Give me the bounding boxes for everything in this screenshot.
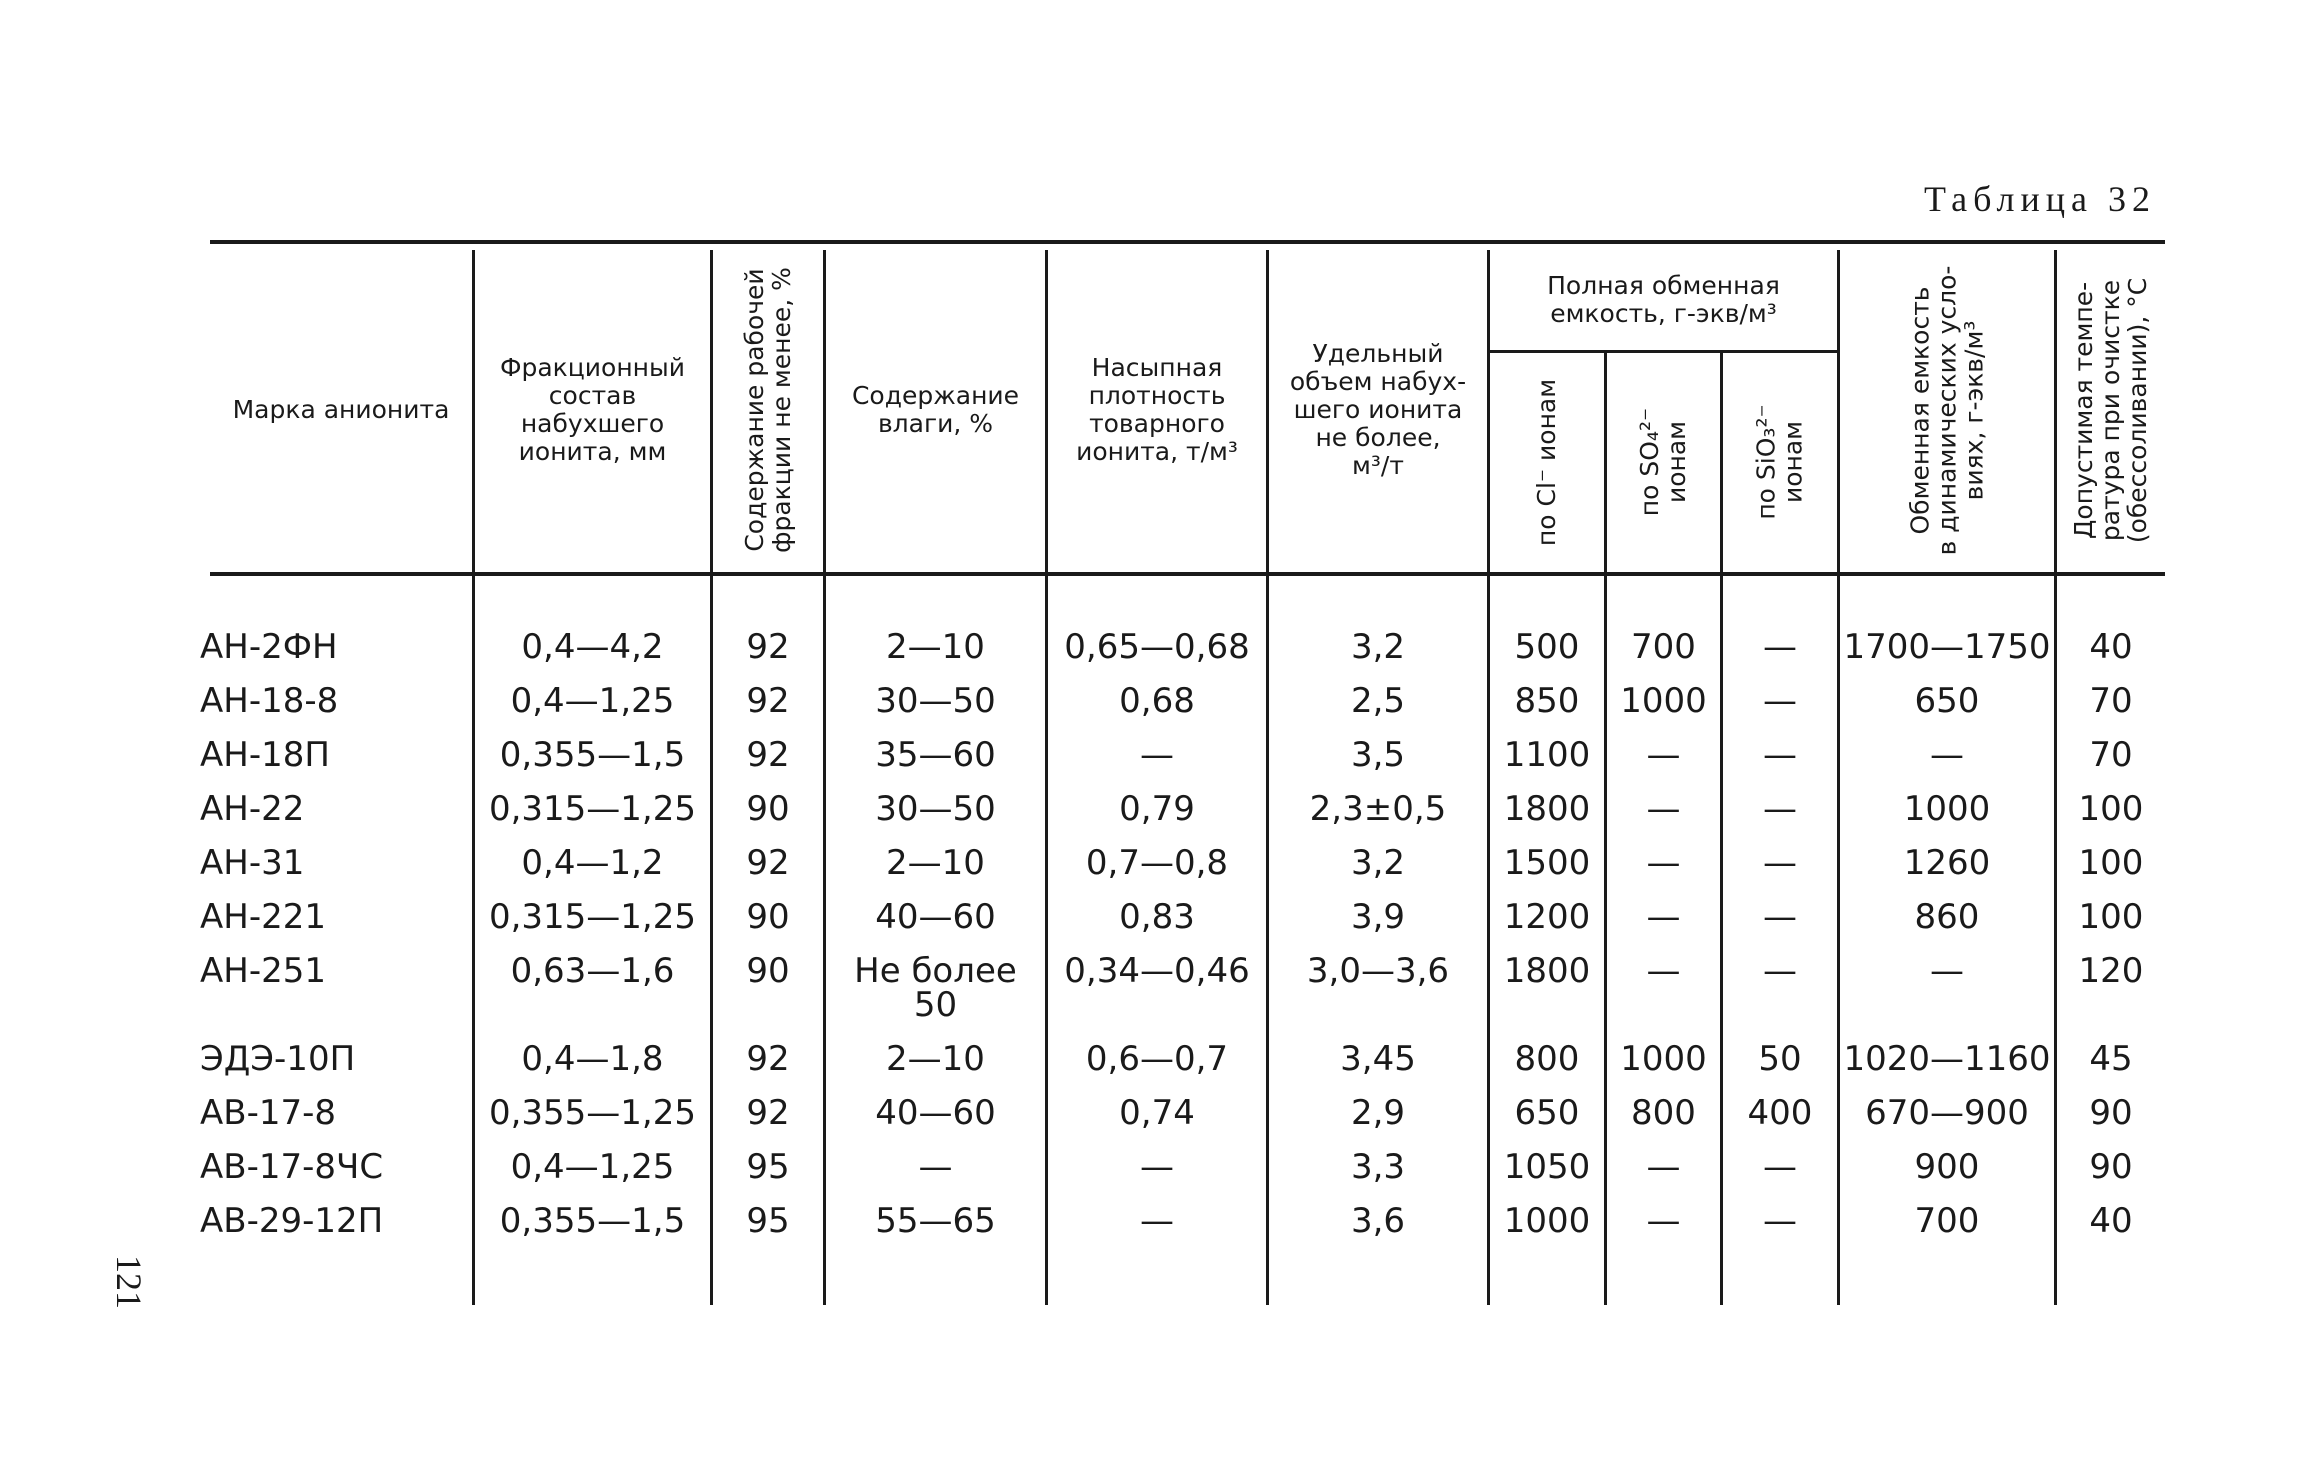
header-moisture: Содержание влаги, % (851, 381, 1020, 438)
cell-specific-volume: 3,45 (1340, 1039, 1416, 1079)
cell-moisture: 40—60 (875, 1093, 996, 1133)
cell-temperature: 120 (2078, 951, 2144, 991)
cell-temperature: 90 (2089, 1147, 2133, 1187)
cell-working-fraction: 92 (746, 735, 790, 775)
header-bulk-density: Насыпная плотность товарного ионита, т/м³ (1076, 353, 1238, 466)
cell-mark: АВ-29-12П (200, 1201, 384, 1241)
cell-specific-volume: 2,5 (1350, 681, 1406, 721)
header-bottom-rule (210, 572, 2165, 576)
cell-specific-volume: 3,5 (1350, 735, 1406, 775)
cell-cl: 850 (1514, 681, 1580, 721)
cell-bulk-density: — (1140, 1147, 1174, 1187)
cell-fraction: 0,4—1,2 (521, 843, 664, 883)
header-sio3: по SiO₃²⁻ ионам (1752, 404, 1809, 520)
cell-specific-volume: 3,0—3,6 (1306, 951, 1450, 991)
cell-mark: АВ-17-8ЧС (200, 1147, 384, 1187)
cell-sio3: — (1763, 843, 1797, 883)
cell-sio3: — (1763, 1147, 1797, 1187)
cell-fraction: 0,355—1,25 (488, 1093, 697, 1133)
cell-working-fraction: 90 (746, 951, 790, 991)
cell-cl: 500 (1514, 627, 1580, 667)
header-fraction: Фракционный состав набухшего ионита, мм (499, 353, 686, 466)
cell-bulk-density: 0,79 (1119, 789, 1195, 829)
cell-mark: АН-31 (200, 843, 305, 883)
cell-temperature: 100 (2078, 843, 2144, 883)
cell-dynamic-capacity: 700 (1914, 1201, 1980, 1241)
cell-moisture: 2—10 (886, 843, 985, 883)
cell-mark: АН-221 (200, 897, 326, 937)
cell-fraction: 0,355—1,5 (499, 1201, 686, 1241)
cell-cl: 1200 (1503, 897, 1591, 937)
cell-sio3: — (1763, 951, 1797, 991)
cell-working-fraction: 92 (746, 843, 790, 883)
cell-working-fraction: 95 (746, 1201, 790, 1241)
cell-dynamic-capacity: 1700—1750 (1843, 627, 2051, 667)
group-header-rule (1490, 350, 1837, 353)
cell-fraction: 0,4—1,25 (510, 1147, 675, 1187)
cell-sio3: — (1763, 735, 1797, 775)
cell-working-fraction: 92 (746, 1093, 790, 1133)
cell-fraction: 0,315—1,25 (488, 897, 697, 937)
cell-mark: АВ-17-8 (200, 1093, 337, 1133)
cell-mark: АН-22 (200, 789, 305, 829)
header-full-capacity: Полная обменная емкость, г-экв/м³ (1547, 271, 1780, 328)
cell-temperature: 100 (2078, 897, 2144, 937)
cell-moisture: Не более 50 (854, 951, 1017, 1025)
cell-working-fraction: 95 (746, 1147, 790, 1187)
cell-so4: — (1646, 951, 1681, 991)
cell-cl: 800 (1514, 1039, 1580, 1079)
cell-moisture: 2—10 (886, 627, 985, 667)
cell-fraction: 0,63—1,6 (510, 951, 675, 991)
page-number: 121 (109, 1255, 149, 1309)
cell-dynamic-capacity: 1260 (1903, 843, 1991, 883)
cell-mark: ЭДЭ-10П (200, 1039, 356, 1079)
cell-moisture: — (918, 1147, 953, 1187)
cell-working-fraction: 90 (746, 789, 790, 829)
cell-sio3: 400 (1747, 1093, 1813, 1133)
cell-temperature: 70 (2089, 735, 2133, 775)
cell-fraction: 0,4—1,8 (521, 1039, 664, 1079)
cell-dynamic-capacity: — (1930, 735, 1964, 775)
cell-working-fraction: 90 (746, 897, 790, 937)
cell-moisture: 35—60 (875, 735, 996, 775)
header-working-fraction: Содержание рабочей фракции не менее, % (740, 267, 797, 553)
cell-temperature: 90 (2089, 1093, 2133, 1133)
cell-cl: 1500 (1503, 843, 1591, 883)
cell-working-fraction: 92 (746, 681, 790, 721)
cell-so4: 1000 (1620, 1039, 1707, 1079)
header-dynamic-capacity: Обменная емкость в динамических усло- виях, г-экв/м³ (1905, 265, 1989, 555)
cell-specific-volume: 3,2 (1350, 843, 1406, 883)
cell-specific-volume: 3,9 (1350, 897, 1406, 937)
cell-mark: АН-2ФН (200, 627, 338, 667)
cell-fraction: 0,4—1,25 (510, 681, 675, 721)
cell-fraction: 0,4—4,2 (521, 627, 664, 667)
cell-moisture: 30—50 (875, 681, 996, 721)
cell-sio3: — (1763, 681, 1797, 721)
cell-sio3: — (1763, 627, 1797, 667)
header-temperature: Допустимая темпе- ратура при очистке (обессоливании), °С (2069, 277, 2153, 543)
cell-cl: 650 (1514, 1093, 1580, 1133)
cell-so4: — (1646, 1147, 1681, 1187)
cell-so4: 1000 (1620, 681, 1707, 721)
cell-dynamic-capacity: 900 (1914, 1147, 1980, 1187)
cell-moisture: 40—60 (875, 897, 996, 937)
cell-sio3: 50 (1758, 1039, 1802, 1079)
cell-so4: 800 (1631, 1093, 1696, 1133)
header-specific-volume: Удельный объем набух- шего ионита не более, м³/т (1289, 339, 1467, 480)
cell-temperature: 70 (2089, 681, 2133, 721)
cell-dynamic-capacity: 860 (1914, 897, 1980, 937)
cell-mark: АН-18П (200, 735, 330, 775)
cell-bulk-density: 0,7—0,8 (1085, 843, 1229, 883)
cell-bulk-density: 0,74 (1119, 1093, 1195, 1133)
table-caption: Таблица 32 (1924, 179, 2156, 219)
top-rule (210, 240, 2165, 244)
cell-so4: 700 (1631, 627, 1696, 667)
cell-cl: 1800 (1503, 951, 1591, 991)
cell-moisture: 55—65 (875, 1201, 996, 1241)
cell-dynamic-capacity: 1000 (1903, 789, 1991, 829)
cell-specific-volume: 3,6 (1350, 1201, 1406, 1241)
cell-so4: — (1646, 843, 1681, 883)
cell-dynamic-capacity: 670—900 (1865, 1093, 2029, 1133)
cell-working-fraction: 92 (746, 1039, 790, 1079)
header-cl: по Cl⁻ ионам (1532, 378, 1562, 546)
cell-cl: 1000 (1503, 1201, 1591, 1241)
cell-bulk-density: 0,6—0,7 (1085, 1039, 1229, 1079)
cell-mark: АН-18-8 (200, 681, 339, 721)
header-mark: Марка анионита (232, 395, 450, 424)
cell-cl: 1050 (1503, 1147, 1591, 1187)
cell-temperature: 100 (2078, 789, 2144, 829)
cell-bulk-density: 0,34—0,46 (1064, 951, 1250, 991)
cell-sio3: — (1763, 789, 1797, 829)
cell-cl: 1800 (1503, 789, 1591, 829)
cell-specific-volume: 3,2 (1350, 627, 1406, 667)
cell-fraction: 0,355—1,5 (499, 735, 686, 775)
cell-bulk-density: — (1140, 1201, 1174, 1241)
cell-so4: — (1646, 735, 1681, 775)
cell-dynamic-capacity: 650 (1914, 681, 1980, 721)
cell-bulk-density: — (1140, 735, 1174, 775)
cell-mark: АН-251 (200, 951, 326, 991)
cell-dynamic-capacity: — (1930, 951, 1964, 991)
cell-temperature: 40 (2089, 1201, 2133, 1241)
cell-so4: — (1646, 789, 1681, 829)
cell-so4: — (1646, 897, 1681, 937)
cell-temperature: 40 (2089, 627, 2133, 667)
cell-specific-volume: 2,3±0,5 (1309, 789, 1447, 829)
cell-moisture: 2—10 (886, 1039, 985, 1079)
cell-working-fraction: 92 (746, 627, 790, 667)
cell-cl: 1100 (1503, 735, 1591, 775)
cell-dynamic-capacity: 1020—1160 (1843, 1039, 2051, 1079)
cell-bulk-density: 0,83 (1119, 897, 1195, 937)
cell-specific-volume: 2,9 (1350, 1093, 1406, 1133)
cell-specific-volume: 3,3 (1350, 1147, 1406, 1187)
cell-fraction: 0,315—1,25 (488, 789, 697, 829)
cell-moisture: 30—50 (875, 789, 996, 829)
cell-sio3: — (1763, 897, 1797, 937)
cell-sio3: — (1763, 1201, 1797, 1241)
cell-so4: — (1646, 1201, 1681, 1241)
cell-temperature: 45 (2089, 1039, 2133, 1079)
header-so4: по SO₄²⁻ ионам (1635, 407, 1692, 517)
cell-bulk-density: 0,65—0,68 (1064, 627, 1250, 667)
cell-bulk-density: 0,68 (1119, 681, 1195, 721)
